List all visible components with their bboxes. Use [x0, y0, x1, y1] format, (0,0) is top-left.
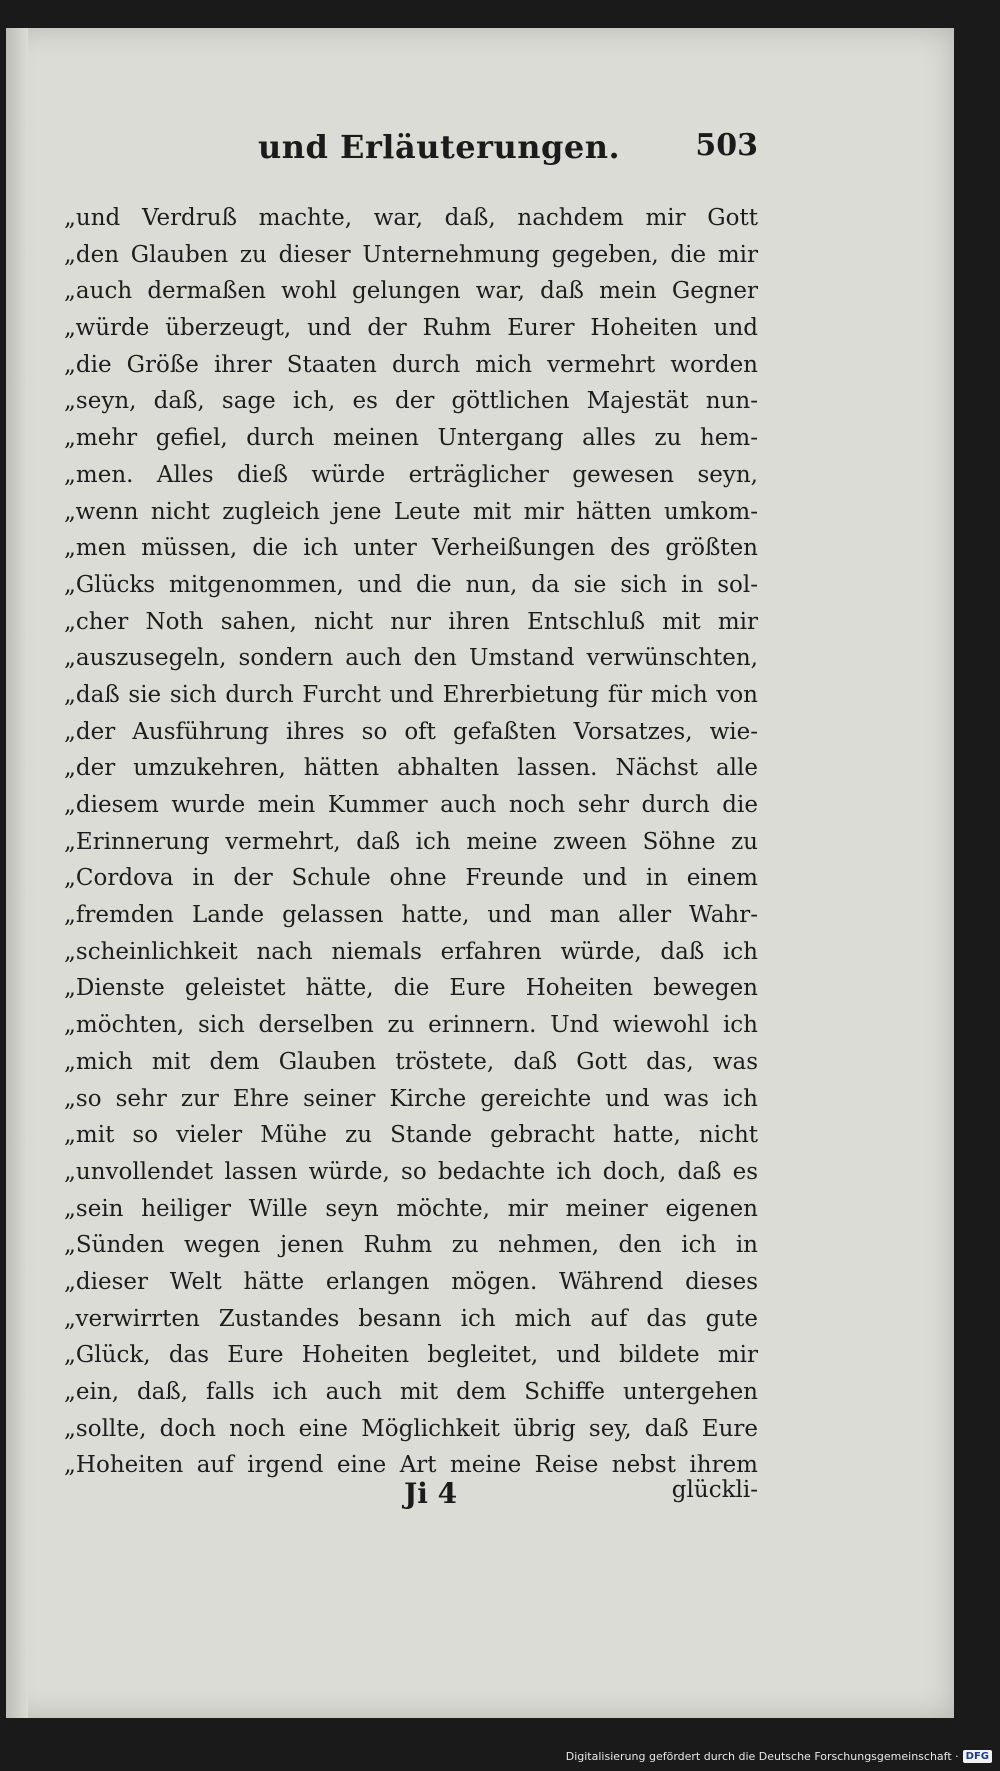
text-line: „daß sie sich durch Furcht und Ehrerbietung für mich von — [64, 681, 758, 708]
text-line: „Hoheiten auf irgend eine Art meine Reise nebst ihrem — [64, 1452, 758, 1479]
page-header — [258, 128, 758, 178]
text-line: „so sehr zur Ehre seiner Kirche gereichte und was ich — [64, 1085, 758, 1112]
text-line: „möchten, sich derselben zu erinnern. Und wiewohl ich — [64, 1012, 758, 1039]
text-line: „Dienste geleistet hätte, die Eure Hoheiten bewegen — [64, 975, 758, 1002]
text-line: „und Verdruß machte, war, daß, nachdem mir Gott — [64, 205, 758, 231]
text-line: „auch dermaßen wohl gelungen war, daß mein Gegner — [64, 278, 758, 305]
dfg-logo-icon: DFG — [963, 1750, 992, 1763]
text-line: „men. Alles dieß würde erträglicher gewesen seyn, — [64, 461, 758, 488]
text-line: „wenn nicht zugleich jene Leute mit mir hätten umkom- — [64, 498, 758, 525]
text-line: „mehr gefiel, durch meinen Untergang alles zu hem- — [64, 425, 758, 452]
text-line: „men müssen, die ich unter Verheißungen des größten — [64, 535, 758, 562]
text-line: „würde überzeugt, und der Ruhm Eurer Hoheiten und — [64, 315, 758, 342]
page-footer — [404, 1477, 758, 1517]
digitization-credit — [566, 1747, 992, 1765]
body-text — [64, 200, 758, 1484]
running-title: und Erläuterungen. — [258, 128, 621, 166]
text-line: „Glücks mitgenommen, und die nun, da sie sich in sol- — [64, 571, 758, 598]
text-line: „sein heiliger Wille seyn möchte, mir meiner eigenen — [64, 1195, 758, 1222]
text-line: „verwirrten Zustandes besann ich mich auf das gute — [64, 1305, 758, 1332]
page-spine-shadow — [6, 28, 28, 1718]
text-line: „scheinlichkeit nach niemals erfahren würde, daß ich — [64, 938, 758, 965]
text-line: „der umzukehren, hätten abhalten lassen. Nächst alle — [64, 755, 758, 782]
text-line: „der Ausführung ihres so oft gefaßten Vorsatzes, wie- — [64, 718, 758, 745]
text-line: „Erinnerung vermehrt, daß ich meine zween Söhne zu — [64, 828, 758, 855]
text-line: „Cordova in der Schule ohne Freunde und in einem — [64, 865, 758, 892]
text-line: „sollte, doch noch eine Möglichkeit übrig sey, daß Eure — [64, 1415, 758, 1442]
text-line: „fremden Lande gelassen hatte, und man aller Wahr- — [64, 902, 758, 929]
catchword: glückli- — [671, 1477, 758, 1503]
text-line: „mich mit dem Glauben tröstete, daß Gott das, was — [64, 1048, 758, 1075]
text-line: „Glück, das Eure Hoheiten begleitet, und bildete mir — [64, 1342, 758, 1369]
text-line: „die Größe ihrer Staaten durch mich vermehrt worden — [64, 351, 758, 378]
signature-mark: Ji 4 — [404, 1477, 458, 1510]
text-line: „den Glauben zu dieser Unternehmung gegeben, die mir — [64, 241, 758, 268]
page-number: 503 — [695, 128, 758, 163]
text-line: „ein, daß, falls ich auch mit dem Schiffe untergehen — [64, 1379, 758, 1405]
text-line: „Sünden wegen jenen Ruhm zu nehmen, den ich in — [64, 1232, 758, 1259]
credit-text: Digitalisierung gefördert durch die Deutsche Forschungsgemeinschaft · — [565, 1749, 959, 1763]
text-line: „seyn, daß, sage ich, es der göttlichen Majestät nun- — [64, 388, 758, 415]
text-line: „cher Noth sahen, nicht nur ihren Entschluß mit mir — [64, 608, 758, 635]
text-line: „auszusegeln, sondern auch den Umstand verwünschten, — [64, 645, 758, 672]
text-line: „mit so vieler Mühe zu Stande gebracht hatte, nicht — [64, 1122, 758, 1149]
text-line: „diesem wurde mein Kummer auch noch sehr durch die — [64, 792, 758, 818]
text-line: „unvollendet lassen würde, so bedachte ich doch, daß es — [64, 1158, 758, 1185]
text-line: „dieser Welt hätte erlangen mögen. Während dieses — [64, 1268, 758, 1295]
